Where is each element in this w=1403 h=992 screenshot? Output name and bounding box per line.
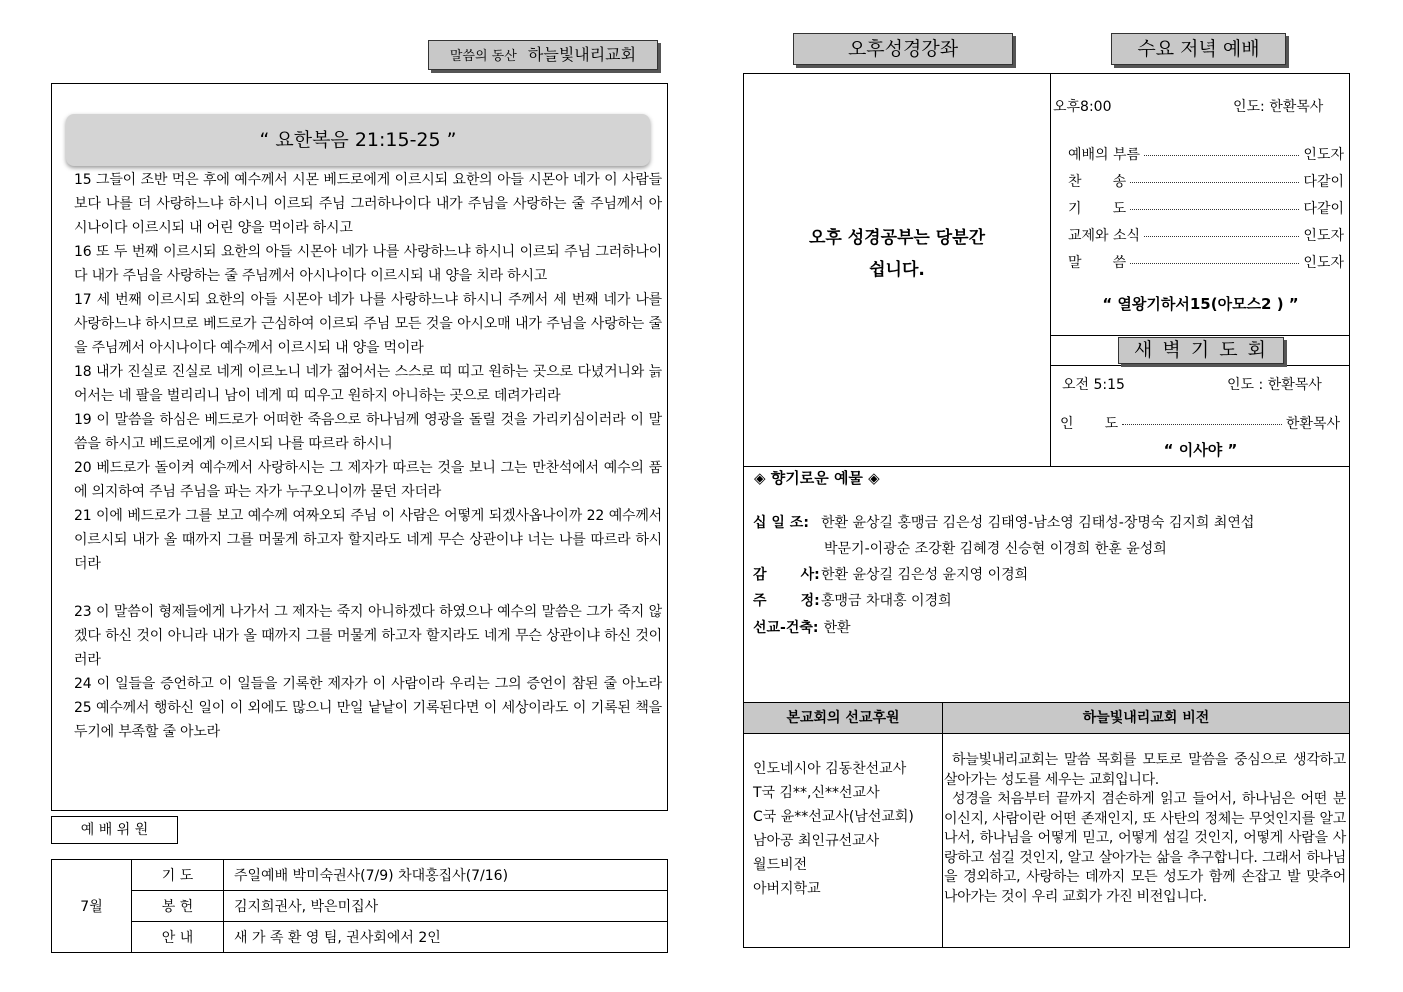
- mission-item: T국 김**,신**선교사: [753, 785, 880, 801]
- mission-list: [753, 757, 914, 901]
- committee-title-box: [51, 816, 178, 844]
- order-label: 찬 송: [1068, 173, 1127, 190]
- church-motto: 말씀의 동산: [449, 49, 517, 64]
- dawn-sermon: “ 이사야 ”: [1163, 441, 1238, 459]
- wednesday-order: [1068, 140, 1344, 275]
- mission-header: [744, 703, 942, 733]
- order-who: 인도자: [1303, 146, 1344, 163]
- mission-item: C국 윤**선교사(남선교회): [753, 809, 914, 825]
- church-name: 하늘빛내리교회: [527, 45, 637, 64]
- order-who: 인도자: [1303, 254, 1344, 271]
- order-who: 한환목사: [1285, 415, 1340, 432]
- offering-row: [753, 510, 1254, 536]
- verse-21-22: 21 이에 베드로가 그를 보고 예수께 여짜오되 주님 이 사람은 어떻게 되겠사옵나이까 22 예수께서 이르시되 내가 올 때까지 그를 머물게 하고자 할지라도 네게 무슨 상관이냐 너는 나를 따르라 하시더라: [74, 508, 662, 572]
- wednesday-sermon: “ 열왕기하서15(아모스2 ) ”: [1102, 295, 1299, 313]
- committee-role: 기 도: [132, 860, 224, 891]
- vision-paragraph: 하늘빛내리교회는 말씀 목회를 모토로 말씀을 중심으로 생각하고 살아가는 성도를 세우는 교회입니다.: [944, 752, 1346, 788]
- dawn-order: [1060, 409, 1340, 436]
- order-who: 다같이: [1303, 200, 1344, 217]
- offering-category: 선교-건축:: [753, 620, 819, 636]
- verse-16: 16 또 두 번째 이르시되 요한의 아들 시몬아 네가 나를 사랑하느냐 하시니 이르되 주님 그러하나이다 내가 주님을 사랑하는 줄 주님께서 아시나이다 이르시되 내 양을 치라 하시고: [74, 244, 662, 284]
- order-label: 인 도: [1060, 415, 1119, 432]
- afternoon-tab: [793, 33, 1013, 65]
- mission-item: 남아공 최인규선교사: [753, 833, 880, 849]
- order-label: 기 도: [1068, 200, 1127, 217]
- dawn-tab: [1118, 337, 1284, 364]
- offering-row: [753, 615, 851, 641]
- offering-category: 감 사:: [753, 567, 820, 583]
- offering-names: 한환: [823, 620, 851, 636]
- committee-month: 7월: [52, 860, 132, 953]
- afternoon-notice-line2: 쉽니다.: [869, 260, 925, 280]
- committee-value: 주일예배 박미숙권사(7/9) 차대홍집사(7/16): [224, 860, 668, 891]
- verse-15: 15 그들이 조반 먹은 후에 예수께서 시몬 베드로에게 이르시되 요한의 아들 시몬아 네가 이 사람들보다 나를 더 사랑하느냐 하시니 이르되 주님 그러하나이다 내가 주님을 사랑하는 줄 주님께서 아시나이다 이르시되 내 어린 양을 먹이라 하시고: [74, 172, 662, 236]
- mission-item: 인도네시아 김동찬선교사: [753, 761, 907, 777]
- verse-20: 20 베드로가 돌이켜 예수께서 사랑하시는 그 제자가 따르는 것을 보니 그는 만찬석에서 예수의 품에 의지하여 주님 주님을 파는 자가 누구오니이까 묻던 자더라: [74, 460, 662, 500]
- committee-role: 안 내: [132, 922, 224, 953]
- scripture-title-banner: [66, 114, 650, 166]
- afternoon-notice: [744, 222, 1050, 286]
- mission-item: 아버지학교: [753, 881, 821, 897]
- wednesday-tab: [1111, 33, 1286, 65]
- vision-text: [944, 751, 1346, 907]
- vision-header: [943, 703, 1349, 733]
- verse-19: 19 이 말씀을 하심은 베드로가 어떠한 죽음으로 하나님께 영광을 돌릴 것을 가리키심이러라 이 말씀을 하시고 베드로에게 이르시되 나를 따르라 하시니: [74, 412, 662, 452]
- offering-names: 한환 윤상길 김은성 윤지영 이경희: [821, 567, 1029, 583]
- order-label: 예배의 부름: [1068, 146, 1141, 163]
- church-banner: [428, 40, 658, 70]
- committee-value: 새 가 족 환 영 팀, 권사회에서 2인: [224, 922, 668, 953]
- verse-18: 18 내가 진실로 진실로 네게 이르노니 네가 젊어서는 스스로 띠 띠고 원하는 곳으로 다녔거니와 늙어서는 네 팔을 벌리리니 남이 네게 띠 띠우고 원하지 아니하는 곳으로 데려가리라: [74, 364, 662, 404]
- committee-role: 봉 헌: [132, 891, 224, 922]
- order-row: [1068, 167, 1344, 194]
- offering-row: [753, 536, 1167, 562]
- wednesday-time: 오후8:00: [1053, 99, 1112, 115]
- committee-value: 김지희권사, 박은미집사: [224, 891, 668, 922]
- scripture-title: “ 요한복음 21:15-25 ”: [259, 129, 457, 151]
- offering-row: [753, 588, 952, 614]
- order-who: 인도자: [1303, 227, 1344, 244]
- dawn-leader: 인도 : 한환목사: [1227, 377, 1322, 393]
- vision-paragraph: 성경을 처음부터 끝까지 겸손하게 읽고 들어서, 하나님은 어떤 분이신지, 사람이란 어떤 존재인지, 또 사탄의 정체는 무엇인지를 알고 나서, 하나님을 어떻게 믿고, 어떻게 섬길 것인지, 어떻게 사람을 사랑하고 섬길 것인지, 알고 살아가는 삶을 추구합니다. 그래서 하나님을 경외하고, 사랑하는 데까지 모든 성도가 함께 손잡고 발 맞추어 나아가는 것이 우리 교회가 가진 비전입니다.: [944, 791, 1346, 905]
- order-row: [1068, 194, 1344, 221]
- order-label: 교제와 소식: [1068, 227, 1141, 244]
- committee-title: 예 배 위 원: [80, 822, 149, 838]
- wednesday-tab-label: 수요 저녁 예배: [1137, 38, 1260, 60]
- offering-names: 한환 윤상길 홍맹금 김은성 김태영-남소영 김태성-장명숙 김지희 최연섭: [821, 515, 1255, 531]
- afternoon-tab-label: 오후성경강좌: [847, 38, 959, 60]
- order-label: 말 씀: [1068, 254, 1127, 271]
- vision-header-label: 하늘빛내리교회 비전: [1082, 710, 1210, 726]
- order-row: [1060, 409, 1340, 436]
- wednesday-leader: 인도: 한환목사: [1233, 99, 1324, 115]
- offerings-title: ◈ 향기로운 예물 ◈: [754, 469, 880, 487]
- order-row: [1068, 221, 1344, 248]
- order-row: [1068, 248, 1344, 275]
- offering-category: 십 일 조:: [753, 515, 809, 531]
- order-who: 다같이: [1303, 173, 1344, 190]
- afternoon-notice-line1: 오후 성경공부는 당분간: [808, 228, 986, 248]
- offering-category: [753, 536, 824, 562]
- verse-23: 23 이 말씀이 형제들에게 나가서 그 제자는 죽지 아니하겠다 하였으나 예수의 말씀은 그가 죽지 않겠다 하신 것이 아니라 내가 올 때까지 그를 머물게 하고자 할지라도 네게 무슨 상관이냐 하신 것이러라: [74, 604, 662, 668]
- mission-item: 월드비전: [753, 857, 808, 873]
- offering-names: 박문기-이광순 조강환 김혜경 신승현 이경희 한훈 윤성희: [824, 541, 1167, 557]
- dawn-tab-label: 새 벽 기 도 회: [1134, 339, 1268, 361]
- order-row: [1068, 140, 1344, 167]
- verse-24-25: 24 이 일들을 증언하고 이 일들을 기록한 제자가 이 사람이라 우리는 그의 증언이 참된 줄 아노라 25 예수께서 행하신 일이 이 외에도 많으니 만일 낱낱이 기록된다면 이 세상이라도 이 기록된 책을 두기에 부족할 줄 아노라: [74, 676, 662, 740]
- dawn-time: 오전 5:15: [1062, 377, 1125, 393]
- offering-row: [753, 562, 1028, 588]
- offering-category: 주 정:: [753, 593, 820, 609]
- verse-17: 17 세 번째 이르시되 요한의 아들 시몬아 네가 나를 사랑하느냐 하시니 주께서 세 번째 네가 나를 사랑하느냐 하시므로 베드로가 근심하여 이르되 주님 모든 것을 아시오매 내가 주님을 사랑하는 줄을 주님께서 아시나이다 예수께서 이르시되 내 양을 먹이라: [74, 292, 662, 356]
- committee-table: [51, 859, 668, 953]
- scripture-text: [74, 168, 662, 744]
- offering-names: 홍맹금 차대홍 이경희: [821, 593, 952, 609]
- mission-header-label: 본교회의 선교후원: [786, 710, 900, 726]
